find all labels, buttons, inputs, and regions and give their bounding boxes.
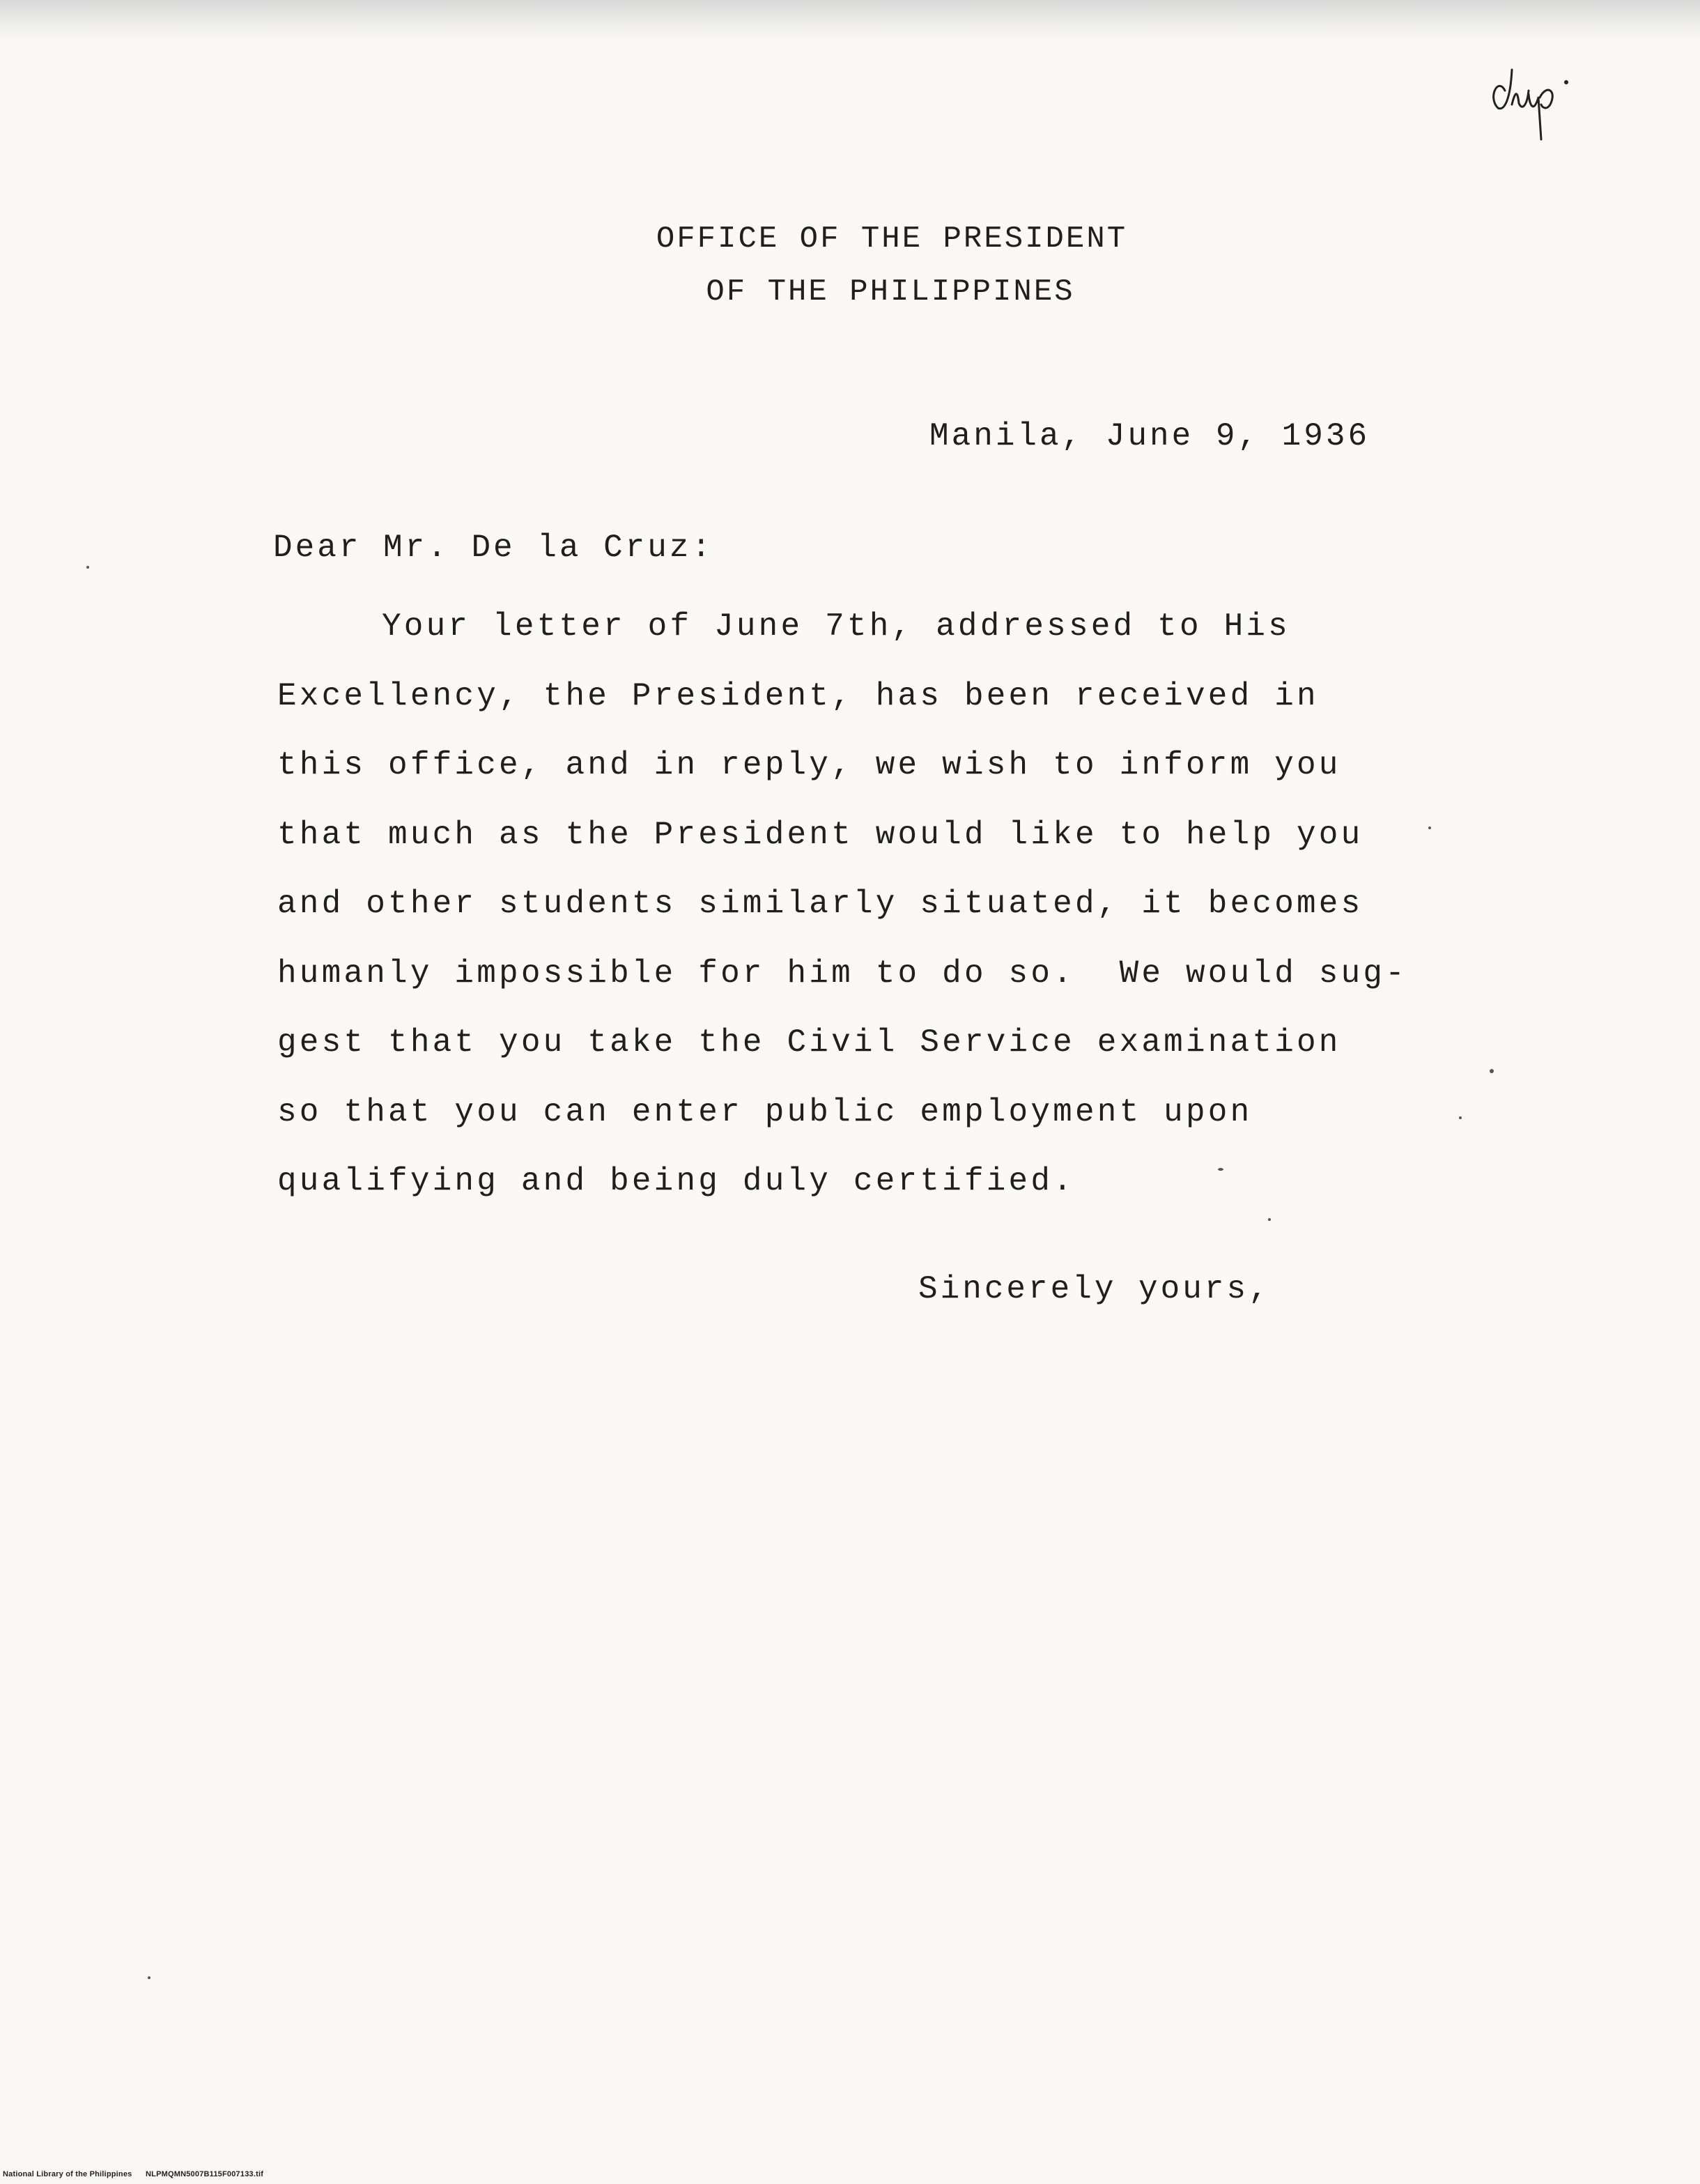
scan-speck xyxy=(1459,1116,1462,1119)
salutation: Dear Mr. De la Cruz: xyxy=(273,530,714,566)
footer-library: National Library of the Philippines xyxy=(3,2170,132,2178)
scan-speck xyxy=(148,1976,150,1979)
body-line: humanly impossible for him to do so. We would sug- xyxy=(277,955,1408,992)
letter-body xyxy=(277,592,1476,1217)
footer-file-id: NLPMQMN5007B115F007133.tif xyxy=(146,2170,264,2178)
body-line: Excellency, the President, has been received in xyxy=(277,677,1319,714)
body-line: qualifying and being duly certified. xyxy=(277,1163,1075,1199)
scan-speck xyxy=(1428,826,1431,829)
scan-speck xyxy=(86,566,89,569)
closing: Sincerely yours, xyxy=(918,1271,1271,1307)
body-line: that much as the President would like to help you xyxy=(277,816,1363,853)
letterhead-line-2: OF THE PHILIPPINES xyxy=(706,275,1075,309)
scan-speck xyxy=(1268,1218,1271,1221)
body-line: this office, and in reply, we wish to inform you xyxy=(277,747,1341,783)
body-line: and other students similarly situated, it becomes xyxy=(277,886,1363,922)
scan-edge-shadow xyxy=(0,0,1700,42)
dateline: Manila, June 9, 1936 xyxy=(929,418,1370,454)
handwritten-dup-mark xyxy=(1484,42,1575,146)
letterhead-line-1: OFFICE OF THE PRESIDENT xyxy=(656,222,1128,256)
body-line: so that you can enter public employment upon xyxy=(277,1093,1253,1130)
body-line: Your letter of June 7th, addressed to His xyxy=(382,608,1290,645)
letterhead xyxy=(0,213,1700,318)
scan-speck xyxy=(1490,1069,1494,1073)
body-line: gest that you take the Civil Service examination xyxy=(277,1024,1341,1061)
footer-credit xyxy=(3,2170,263,2178)
scan-speck xyxy=(1218,1168,1223,1171)
